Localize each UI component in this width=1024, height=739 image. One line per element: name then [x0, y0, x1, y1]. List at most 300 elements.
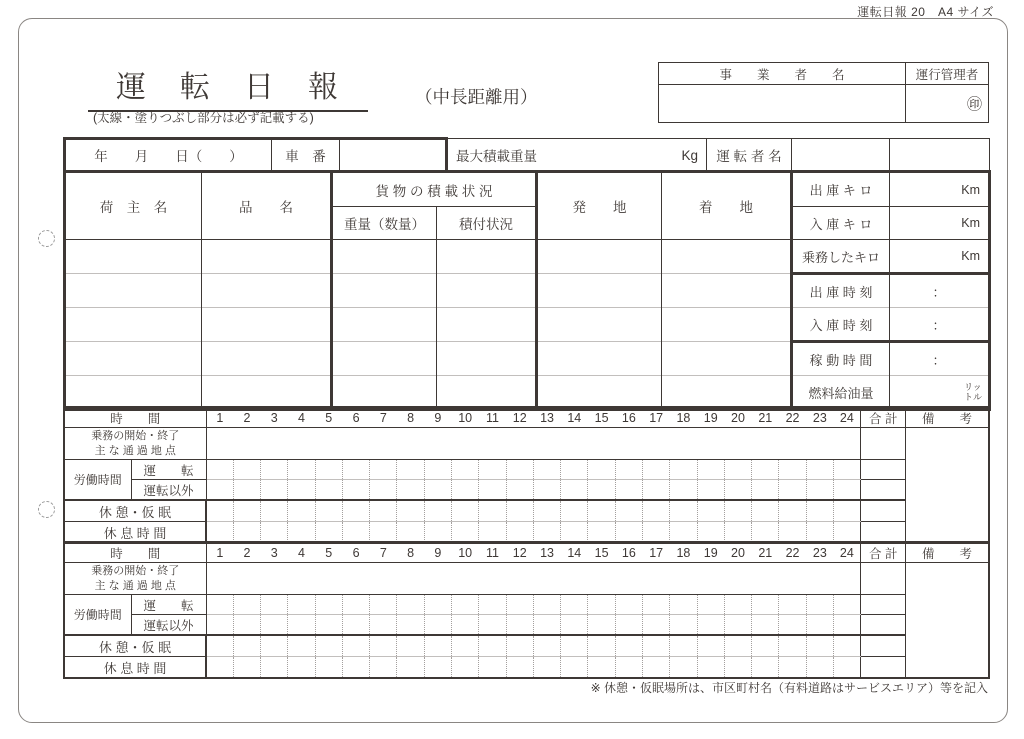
max-load-label: 最大積載重量: [456, 149, 537, 164]
hour-header-1: 1: [206, 407, 233, 428]
hour-header-20: 20: [724, 542, 751, 563]
hour-cell: [533, 522, 560, 544]
hour-cell: [670, 657, 697, 679]
hour-cell: [452, 522, 479, 544]
hour-cell: [342, 615, 369, 636]
hour-header-24: 24: [833, 542, 860, 563]
time-table: [63, 541, 990, 679]
hour-cell: [561, 480, 588, 501]
hour-cell: [533, 615, 560, 636]
hour-cell: [397, 635, 424, 657]
hour-cell: [206, 595, 233, 615]
labor-time-label: 労働時間: [64, 460, 131, 501]
hour-cell: [370, 480, 397, 501]
hour-cell: [315, 460, 342, 480]
entry-cell: [332, 342, 437, 376]
total-cell: [861, 460, 906, 480]
hour-cell: [397, 480, 424, 501]
operating-hours-value: ：: [890, 342, 990, 376]
hour-cell: [206, 500, 233, 522]
hour-cell: [261, 460, 288, 480]
hour-cell: [452, 635, 479, 657]
hour-header-15: 15: [588, 407, 615, 428]
hour-cell: [779, 460, 806, 480]
hour-cell: [697, 480, 724, 501]
hour-cell: [697, 522, 724, 544]
hour-cell: [315, 522, 342, 544]
total-cell: [861, 595, 906, 615]
hour-cell: [533, 657, 560, 679]
boarding-points-label: 乗務の開始・終了 主 な 通 過 地 点: [64, 563, 206, 595]
entry-cell: [662, 342, 792, 376]
hour-header-16: 16: [615, 407, 642, 428]
boarding-points-label: 乗務の開始・終了 主 な 通 過 地 点: [64, 428, 206, 460]
hour-header-1: 1: [206, 542, 233, 563]
hour-cell: [479, 522, 506, 544]
driving-label: 運 転: [131, 460, 206, 480]
hour-cell: [397, 657, 424, 679]
operator-name-header: 事 業 者 名: [659, 63, 906, 85]
hour-cell: [615, 480, 642, 501]
hour-cell: [697, 595, 724, 615]
entry-cell: [202, 342, 332, 376]
entry-cell: [332, 274, 437, 308]
hour-cell: [506, 500, 533, 522]
hour-cell: [370, 500, 397, 522]
hour-cell: [561, 615, 588, 636]
hour-cell: [452, 615, 479, 636]
hour-cell: [643, 522, 670, 544]
hour-cell: [806, 522, 833, 544]
hour-cell: [588, 615, 615, 636]
hour-cell: [615, 500, 642, 522]
hour-header-21: 21: [752, 542, 779, 563]
cargo-load-status-header: 貨 物 の 積 載 状 況: [332, 172, 537, 207]
hour-cell: [261, 522, 288, 544]
hour-cell: [370, 522, 397, 544]
driven-km-value: Km: [890, 240, 990, 274]
loading-status-header: 積付状況: [437, 207, 537, 240]
car-number-label: 車 番: [272, 139, 340, 172]
return-km-label: 入 庫 キ ロ: [792, 207, 890, 240]
hour-cell: [233, 500, 260, 522]
depart-km-label: 出 庫 キ ロ: [792, 172, 890, 207]
hour-cell: [288, 460, 315, 480]
hour-cell: [370, 595, 397, 615]
hour-cell: [342, 635, 369, 657]
operating-hours-label: 稼 動 時 間: [792, 342, 890, 376]
hour-cell: [479, 595, 506, 615]
hour-cell: [643, 500, 670, 522]
hour-header-17: 17: [643, 542, 670, 563]
hour-cell: [342, 522, 369, 544]
hour-cell: [424, 595, 451, 615]
hour-header-17: 17: [643, 407, 670, 428]
hour-cell: [342, 480, 369, 501]
hour-cell: [233, 460, 260, 480]
driver-name-cell: [792, 139, 890, 172]
hour-header-12: 12: [506, 542, 533, 563]
entry-cell: [537, 376, 662, 410]
hour-cell: [533, 595, 560, 615]
boarding-points-grid: [206, 563, 861, 595]
hour-cell: [779, 657, 806, 679]
hour-cell: [615, 657, 642, 679]
hour-cell: [233, 657, 260, 679]
hour-header-10: 10: [452, 407, 479, 428]
total-column-header: 合 計: [861, 407, 906, 428]
hour-cell: [724, 635, 751, 657]
hour-cell: [615, 615, 642, 636]
hour-header-16: 16: [615, 542, 642, 563]
entry-cell: [437, 274, 537, 308]
hour-cell: [643, 657, 670, 679]
hour-cell: [833, 657, 860, 679]
hour-cell: [806, 635, 833, 657]
hour-header-12: 12: [506, 407, 533, 428]
cargo-table: [63, 170, 991, 411]
hour-header-8: 8: [397, 407, 424, 428]
hour-cell: [724, 657, 751, 679]
driving-label: 運 転: [131, 595, 206, 615]
hour-cell: [697, 657, 724, 679]
hour-header-22: 22: [779, 407, 806, 428]
hour-cell: [342, 595, 369, 615]
entry-cell: [662, 240, 792, 274]
hour-cell: [806, 595, 833, 615]
driven-km-label: 乗務したキロ: [792, 240, 890, 274]
hour-cell: [506, 480, 533, 501]
hour-cell: [588, 460, 615, 480]
hour-cell: [779, 615, 806, 636]
form-title-underline: [88, 62, 368, 112]
hour-cell: [779, 522, 806, 544]
hour-cell: [588, 657, 615, 679]
hour-cell: [752, 500, 779, 522]
hour-cell: [479, 635, 506, 657]
entry-cell: [537, 308, 662, 342]
time-column-header: 時 間: [64, 542, 206, 563]
hour-cell: [342, 657, 369, 679]
total-cell: [861, 480, 906, 501]
hour-cell: [670, 500, 697, 522]
operations-manager-header: 運行管理者: [906, 63, 989, 85]
driver-name-label: 運 転 者 名: [707, 139, 792, 172]
labor-time-label: 労働時間: [64, 595, 131, 636]
hour-cell: [833, 635, 860, 657]
hour-header-21: 21: [752, 407, 779, 428]
hour-cell: [288, 595, 315, 615]
hour-cell: [724, 460, 751, 480]
hour-cell: [533, 460, 560, 480]
hour-cell: [233, 595, 260, 615]
hour-cell: [261, 595, 288, 615]
hour-cell: [288, 522, 315, 544]
remarks-cell: [906, 428, 989, 544]
total-cell: [861, 657, 906, 679]
hour-cell: [452, 657, 479, 679]
entry-cell: [662, 308, 792, 342]
hour-header-20: 20: [724, 407, 751, 428]
remarks-cell: [906, 563, 989, 679]
hour-cell: [615, 522, 642, 544]
hour-header-18: 18: [670, 542, 697, 563]
hour-cell: [506, 595, 533, 615]
total-cell: [861, 522, 906, 544]
hour-cell: [452, 460, 479, 480]
hour-cell: [424, 500, 451, 522]
depart-time-value: ：: [890, 274, 990, 308]
entry-cell: [202, 308, 332, 342]
entry-cell: [437, 342, 537, 376]
form-subtitle: （中長距離用）: [415, 87, 538, 107]
manager-seal-cell: [906, 85, 989, 123]
hour-cell: [315, 615, 342, 636]
hour-header-13: 13: [533, 407, 560, 428]
date-row: [63, 137, 990, 173]
hour-cell: [315, 657, 342, 679]
hour-header-6: 6: [342, 542, 369, 563]
seal-mark: ㊞: [966, 96, 982, 113]
hour-cell: [506, 460, 533, 480]
boarding-points-grid: [206, 428, 861, 460]
hour-cell: [370, 635, 397, 657]
hour-cell: [288, 615, 315, 636]
hour-cell: [233, 615, 260, 636]
hour-cell: [288, 635, 315, 657]
time-table: [63, 406, 990, 544]
hour-cell: [424, 615, 451, 636]
hour-cell: [233, 522, 260, 544]
hour-cell: [752, 595, 779, 615]
hour-cell: [342, 460, 369, 480]
hour-header-24: 24: [833, 407, 860, 428]
max-load-cell: [447, 139, 707, 172]
hour-header-8: 8: [397, 542, 424, 563]
rest-nap-label: 休 憩・仮 眠: [64, 635, 206, 657]
hour-cell: [561, 657, 588, 679]
hour-cell: [288, 657, 315, 679]
hour-cell: [697, 460, 724, 480]
hour-header-13: 13: [533, 542, 560, 563]
hour-cell: [424, 522, 451, 544]
hour-cell: [479, 500, 506, 522]
hour-cell: [288, 500, 315, 522]
hour-header-19: 19: [697, 407, 724, 428]
hour-cell: [370, 657, 397, 679]
hour-cell: [424, 480, 451, 501]
hour-cell: [779, 480, 806, 501]
hour-cell: [206, 615, 233, 636]
hour-cell: [833, 480, 860, 501]
hour-cell: [752, 615, 779, 636]
hour-cell: [697, 635, 724, 657]
destination-header: 着 地: [662, 172, 792, 240]
hour-cell: [779, 635, 806, 657]
hour-cell: [561, 595, 588, 615]
hour-cell: [206, 657, 233, 679]
hour-header-9: 9: [424, 542, 451, 563]
operator-box: [658, 62, 989, 123]
hour-cell: [533, 500, 560, 522]
hour-cell: [806, 480, 833, 501]
hour-cell: [697, 500, 724, 522]
hour-cell: [588, 500, 615, 522]
hour-cell: [424, 635, 451, 657]
hour-cell: [452, 595, 479, 615]
entry-cell: [202, 274, 332, 308]
hour-header-3: 3: [261, 407, 288, 428]
hour-header-23: 23: [806, 542, 833, 563]
time-column-header: 時 間: [64, 407, 206, 428]
hour-cell: [397, 460, 424, 480]
hour-cell: [342, 500, 369, 522]
total-cell: [861, 615, 906, 636]
hour-cell: [479, 657, 506, 679]
hour-cell: [670, 595, 697, 615]
entry-cell: [662, 274, 792, 308]
hour-header-22: 22: [779, 542, 806, 563]
hour-cell: [233, 635, 260, 657]
hour-header-4: 4: [288, 407, 315, 428]
remarks-column-header: 備 考: [906, 407, 989, 428]
hour-cell: [724, 615, 751, 636]
hour-cell: [724, 500, 751, 522]
hour-cell: [779, 500, 806, 522]
hour-cell: [643, 480, 670, 501]
hour-cell: [588, 522, 615, 544]
shipper-header: 荷 主 名: [65, 172, 202, 240]
time-table-top: [63, 406, 990, 544]
hour-header-14: 14: [561, 542, 588, 563]
hour-header-15: 15: [588, 542, 615, 563]
corner-label: 運転日報 20 A4 サイズ: [857, 5, 994, 19]
hour-cell: [424, 657, 451, 679]
hour-cell: [370, 615, 397, 636]
hour-header-3: 3: [261, 542, 288, 563]
hour-cell: [288, 480, 315, 501]
hour-cell: [533, 480, 560, 501]
hour-header-4: 4: [288, 542, 315, 563]
entry-cell: [537, 274, 662, 308]
entry-cell: [437, 376, 537, 410]
hour-cell: [806, 500, 833, 522]
hour-cell: [561, 460, 588, 480]
hour-cell: [506, 657, 533, 679]
depart-km-value: Km: [890, 172, 990, 207]
hour-cell: [397, 522, 424, 544]
hour-header-6: 6: [342, 407, 369, 428]
entry-cell: [65, 376, 202, 410]
non-driving-label: 運転以外: [131, 480, 206, 501]
rest-period-label: 休 息 時 間: [64, 522, 206, 544]
hour-cell: [206, 522, 233, 544]
hour-cell: [833, 522, 860, 544]
hour-cell: [261, 500, 288, 522]
hour-cell: [424, 460, 451, 480]
hour-cell: [615, 460, 642, 480]
weight-header: 重量（数量）: [332, 207, 437, 240]
hour-cell: [724, 595, 751, 615]
hour-cell: [615, 595, 642, 615]
hour-cell: [533, 635, 560, 657]
hour-cell: [670, 460, 697, 480]
total-cell: [861, 563, 906, 595]
hour-cell: [315, 500, 342, 522]
hour-cell: [261, 657, 288, 679]
entry-cell: [65, 274, 202, 308]
hour-cell: [806, 460, 833, 480]
hour-cell: [697, 615, 724, 636]
hour-cell: [506, 522, 533, 544]
hour-cell: [370, 460, 397, 480]
non-driving-label: 運転以外: [131, 615, 206, 636]
fuel-amount-label: 燃料給油量: [792, 376, 890, 410]
hour-cell: [752, 657, 779, 679]
return-km-value: Km: [890, 207, 990, 240]
hour-cell: [806, 615, 833, 636]
operator-name-cell: [659, 85, 906, 123]
hour-header-9: 9: [424, 407, 451, 428]
entry-cell: [202, 240, 332, 274]
remarks-column-header: 備 考: [906, 542, 989, 563]
driver-name-cell-2: [890, 139, 990, 172]
hour-cell: [724, 480, 751, 501]
hour-cell: [833, 615, 860, 636]
entry-cell: [437, 240, 537, 274]
hour-cell: [452, 480, 479, 501]
hour-header-7: 7: [370, 407, 397, 428]
entry-cell: [65, 308, 202, 342]
return-time-label: 入 庫 時 刻: [792, 308, 890, 342]
hour-cell: [561, 635, 588, 657]
entry-cell: [332, 376, 437, 410]
hour-cell: [752, 460, 779, 480]
total-cell: [861, 500, 906, 522]
footer-note: ※ 休憩・仮眠場所は、市区町村名（有料道路はサービスエリア）等を記入: [590, 681, 988, 695]
rest-nap-label: 休 憩・仮 眠: [64, 500, 206, 522]
depart-time-label: 出 庫 時 刻: [792, 274, 890, 308]
hour-cell: [261, 635, 288, 657]
hour-cell: [779, 595, 806, 615]
hour-cell: [261, 480, 288, 501]
total-cell: [861, 428, 906, 460]
hour-cell: [397, 500, 424, 522]
hour-header-19: 19: [697, 542, 724, 563]
hour-cell: [752, 522, 779, 544]
hour-header-11: 11: [479, 542, 506, 563]
hour-cell: [479, 480, 506, 501]
item-header: 品 名: [202, 172, 332, 240]
hour-cell: [670, 480, 697, 501]
hour-cell: [588, 595, 615, 615]
hour-header-14: 14: [561, 407, 588, 428]
hour-header-10: 10: [452, 542, 479, 563]
entry-cell: [332, 240, 437, 274]
hour-cell: [833, 460, 860, 480]
entry-cell: [65, 240, 202, 274]
hour-cell: [561, 522, 588, 544]
hour-cell: [724, 522, 751, 544]
hour-header-2: 2: [233, 542, 260, 563]
hour-cell: [588, 480, 615, 501]
hour-header-18: 18: [670, 407, 697, 428]
hour-cell: [670, 615, 697, 636]
entry-cell: [662, 376, 792, 410]
hour-cell: [588, 635, 615, 657]
hour-cell: [643, 595, 670, 615]
return-time-value: ：: [890, 308, 990, 342]
